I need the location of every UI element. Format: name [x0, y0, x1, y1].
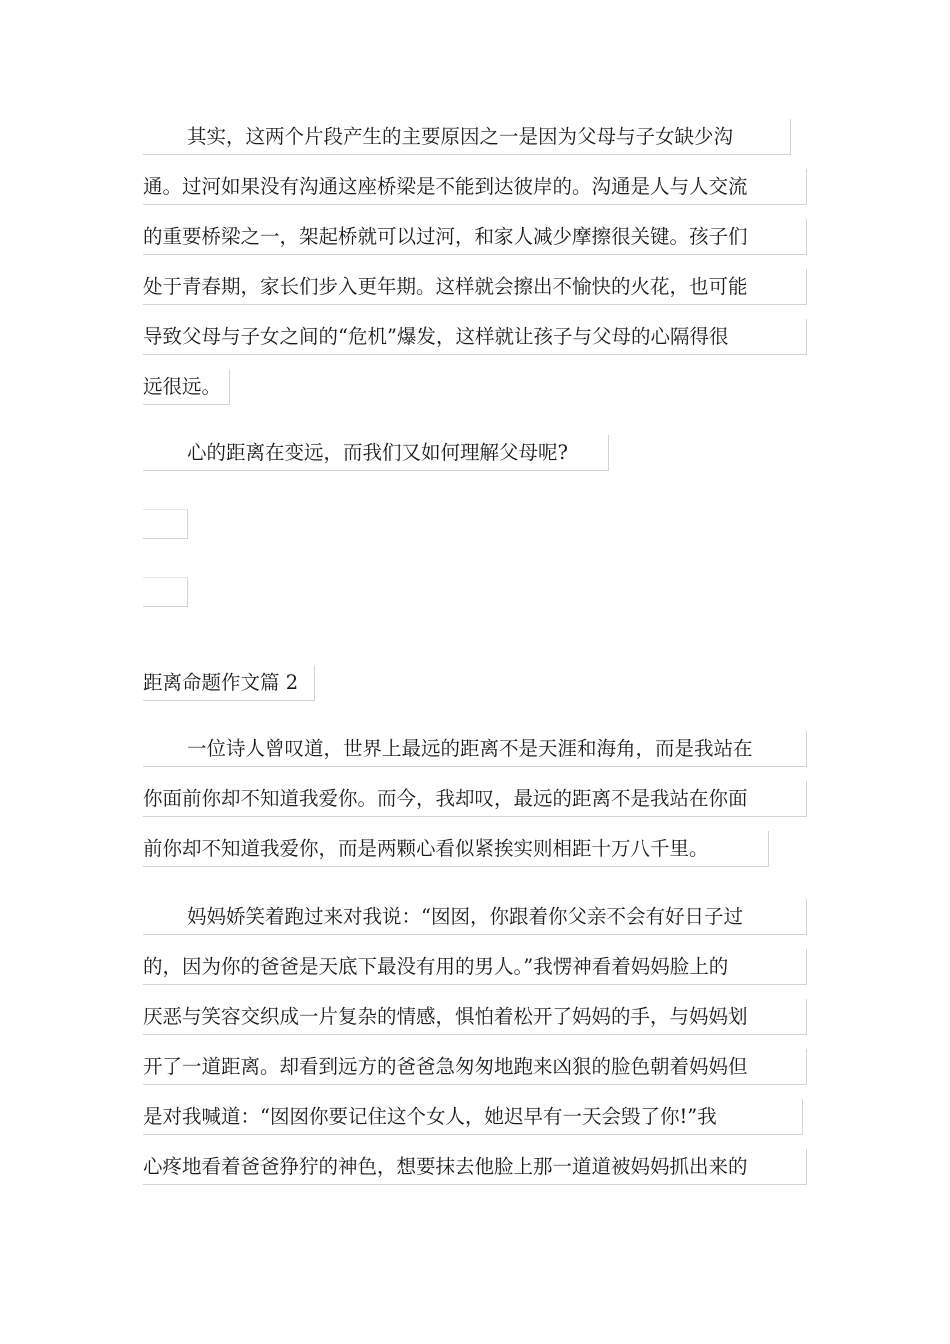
paragraph-line: 是对我喊道：“囡囡你要记住这个女人，她迟早有一天会毁了你!”我 [143, 1099, 803, 1135]
paragraph-line: 心疼地看着爸爸狰狞的神色，想要抹去他脸上那一道道被妈妈抓出来的 [143, 1149, 807, 1185]
section-heading: 距离命题作文篇 2 [143, 665, 315, 701]
paragraph-line: 通。过河如果没有沟通这座桥梁是不能到达彼岸的。沟通是人与人交流 [143, 169, 807, 205]
paragraph-line: 你面前你却不知道我爱你。而今，我却叹，最远的距离不是我站在你面 [143, 781, 807, 817]
paragraph-line: 其实，这两个片段产生的主要原因之一是因为父母与子女缺少沟 [143, 119, 791, 155]
paragraph-line: 的重要桥梁之一，架起桥就可以过河，和家人减少摩擦很关键。孩子们 [143, 219, 807, 255]
paragraph-line: 厌恶与笑容交织成一片复杂的情感，惧怕着松开了妈妈的手，与妈妈划 [143, 999, 807, 1035]
paragraph-line: 开了一道距离。却看到远方的爸爸急匆匆地跑来凶狠的脸色朝着妈妈但 [143, 1049, 807, 1085]
paragraph-line: 妈妈娇笑着跑过来对我说：“囡囡，你跟着你父亲不会有好日子过 [143, 899, 807, 935]
empty-paragraph [143, 577, 188, 607]
paragraph-line: 心的距离在变远，而我们又如何理解父母呢? [143, 435, 609, 471]
paragraph-line: 前你却不知道我爱你，而是两颗心看似紧挨实则相距十万八千里。 [143, 831, 769, 867]
paragraph-line: 一位诗人曾叹道，世界上最远的距离不是天涯和海角，而是我站在 [143, 731, 807, 767]
paragraph-line: 的，因为你的爸爸是天底下最没有用的男人。”我愣神看着妈妈脸上的 [143, 949, 807, 985]
paragraph-line: 远很远。 [143, 369, 230, 405]
paragraph-line: 导致父母与子女之间的“危机”爆发，这样就让孩子与父母的心隔得很 [143, 319, 807, 355]
empty-paragraph [143, 509, 188, 539]
paragraph-line: 处于青春期，家长们步入更年期。这样就会擦出不愉快的火花，也可能 [143, 269, 807, 305]
